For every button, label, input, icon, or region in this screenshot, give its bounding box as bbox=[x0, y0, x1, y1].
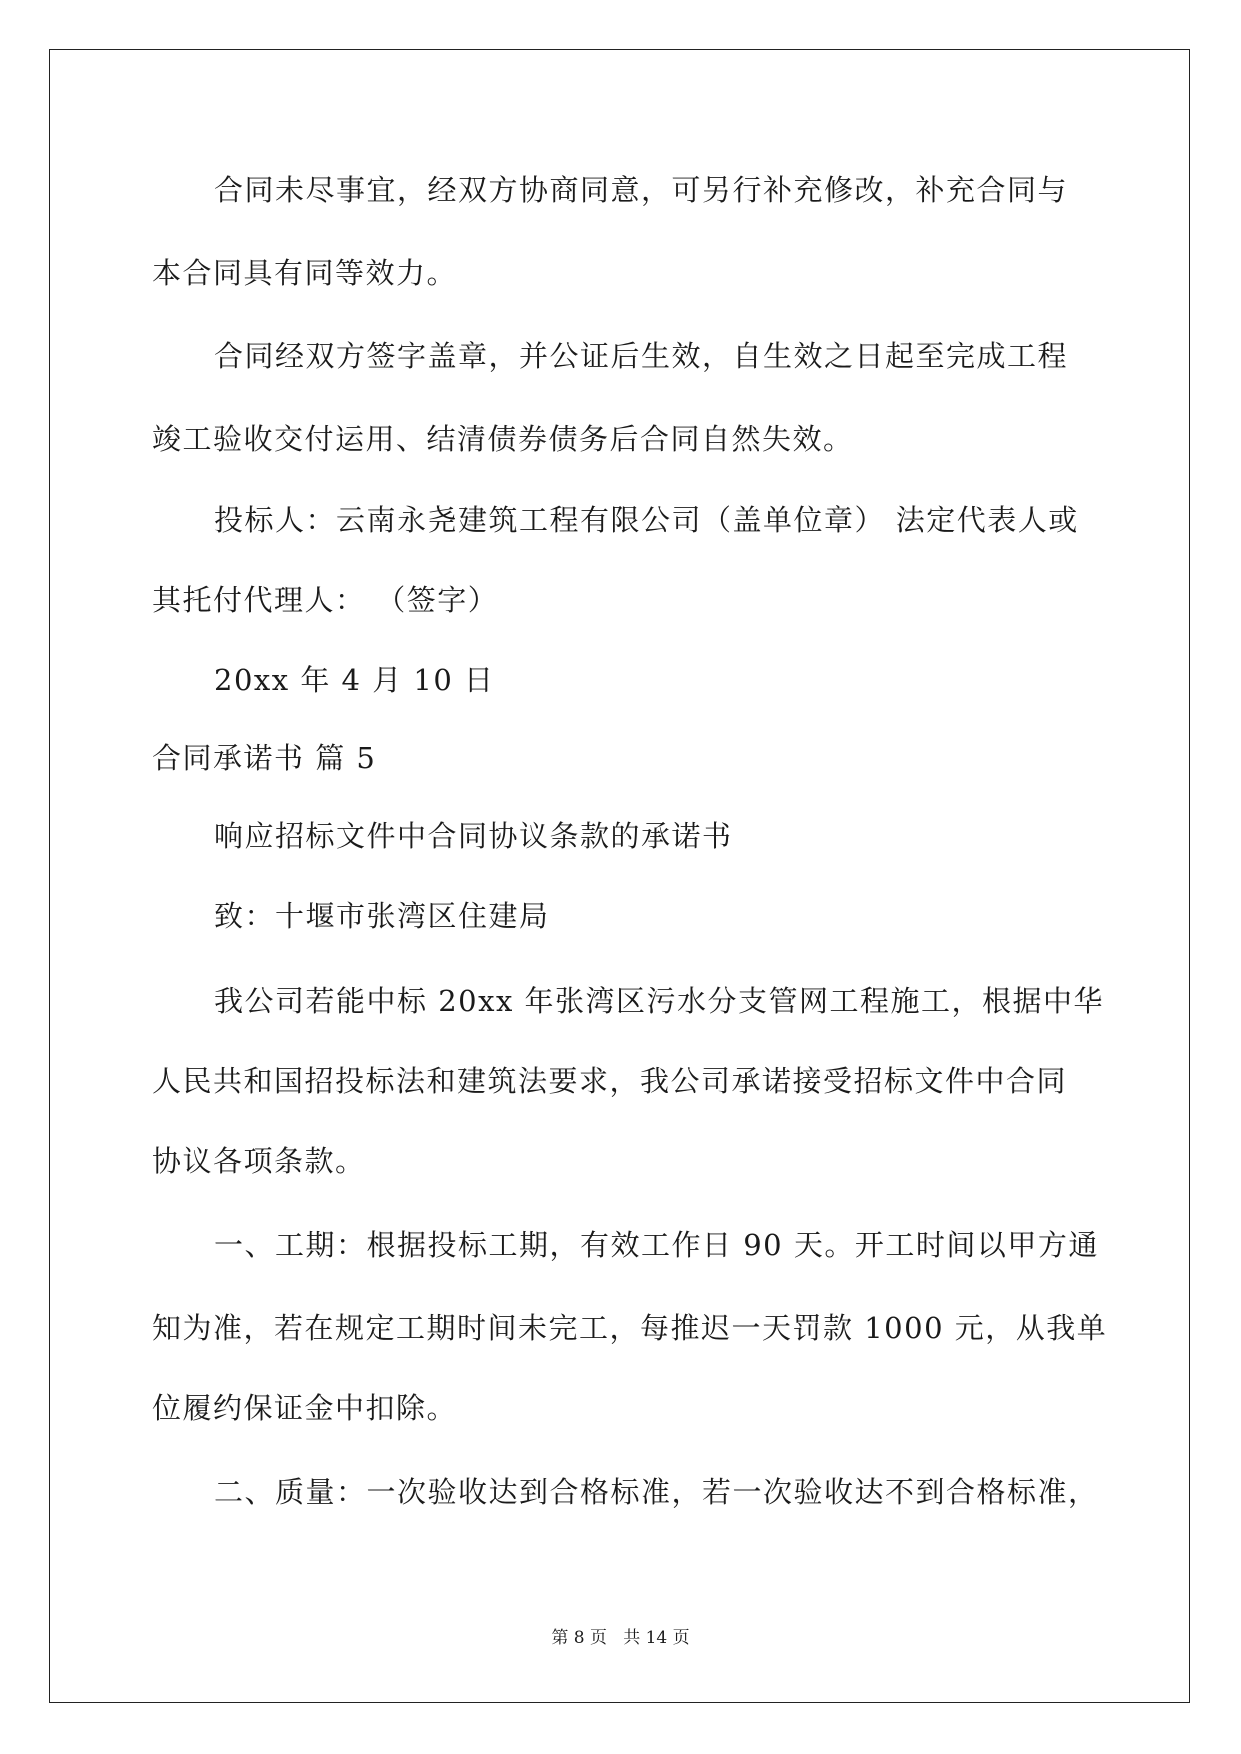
paragraph-line: 协议各项条款。 bbox=[152, 1144, 366, 1178]
paragraph-line: 二、质量：一次验收达到合格标准，若一次验收达不到合格标准， bbox=[214, 1475, 1099, 1509]
letter-title: 响应招标文件中合同协议条款的承诺书 bbox=[214, 819, 733, 853]
paragraph-line: 人民共和国招投标法和建筑法要求，我公司承诺接受招标文件中合同 bbox=[152, 1064, 1068, 1098]
date-line: 20xx 年 4 月 10 日 bbox=[214, 663, 495, 697]
paragraph-line: 知为准，若在规定工期时间未完工，每推迟一天罚款 1000 元，从我单 bbox=[152, 1311, 1108, 1345]
paragraph-line: 我公司若能中标 20xx 年张湾区污水分支管网工程施工，根据中华 bbox=[214, 984, 1105, 1018]
page-border bbox=[49, 49, 1190, 1703]
paragraph-line: 合同未尽事宜，经双方协商同意，可另行补充修改，补充合同与 bbox=[214, 173, 1069, 207]
paragraph-line: 本合同具有同等效力。 bbox=[152, 256, 458, 290]
paragraph-line: 合同经双方签字盖章，并公证后生效，自生效之日起至完成工程 bbox=[214, 339, 1069, 373]
addressee-line: 致：十堰市张湾区住建局 bbox=[214, 899, 550, 933]
paragraph-line: 竣工验收交付运用、结清债券债务后合同自然失效。 bbox=[152, 422, 854, 456]
paragraph-line: 其托付代理人： （签字） bbox=[152, 583, 499, 617]
page-number-footer: 第 8 页 共 14 页 bbox=[551, 1628, 690, 1648]
paragraph-line: 一、工期：根据投标工期，有效工作日 90 天。开工时间以甲方通 bbox=[214, 1228, 1099, 1262]
paragraph-line: 位履约保证金中扣除。 bbox=[152, 1391, 458, 1425]
paragraph-line: 投标人：云南永尧建筑工程有限公司（盖单位章） 法定代表人或 bbox=[214, 503, 1079, 537]
section-heading: 合同承诺书 篇 5 bbox=[152, 741, 377, 775]
